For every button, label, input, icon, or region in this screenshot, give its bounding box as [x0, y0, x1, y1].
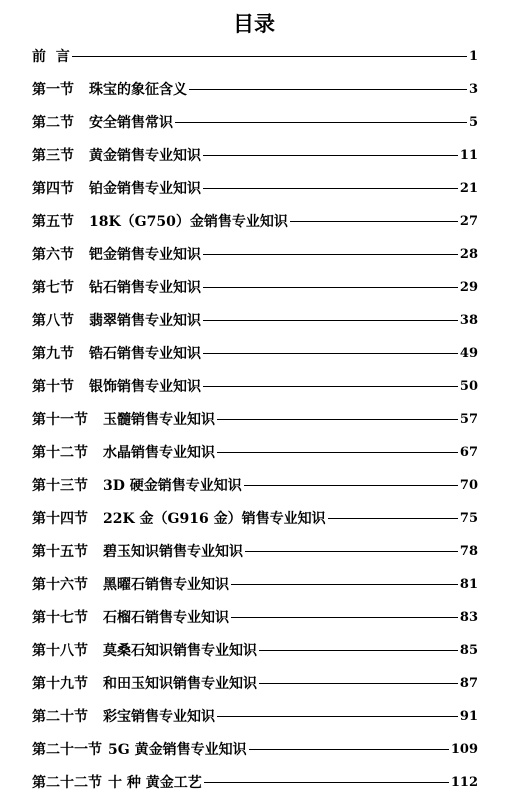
- section-title: 安全销售常识: [89, 114, 173, 131]
- section-number: 第十八节: [32, 642, 88, 659]
- toc-entry[interactable]: [32, 601, 478, 634]
- page-number: 75: [459, 511, 478, 526]
- section-number: 第十节: [32, 378, 74, 395]
- toc-entry[interactable]: [32, 271, 478, 304]
- leader-line: [249, 749, 449, 750]
- page-number: 21: [459, 181, 478, 196]
- section-number: 第九节: [32, 345, 74, 362]
- toc-entry[interactable]: [32, 337, 478, 370]
- section-title: 和田玉知识销售专业知识: [103, 675, 257, 692]
- toc-entry[interactable]: [32, 700, 478, 733]
- section-title: 翡翠销售专业知识: [89, 312, 201, 329]
- section-number: 第六节: [32, 246, 74, 263]
- section-number: 第八节: [32, 312, 74, 329]
- leader-line: [203, 188, 458, 189]
- section-title: 水晶销售专业知识: [103, 444, 215, 461]
- section-title: 莫桑石知识销售专业知识: [103, 642, 257, 659]
- toc-entry[interactable]: [32, 106, 478, 139]
- section-number: 第二十节: [32, 708, 88, 725]
- page-number: 11: [459, 148, 478, 163]
- leader-line: [259, 650, 458, 651]
- page-number: 81: [459, 577, 478, 592]
- page-number: 5: [468, 115, 478, 130]
- leader-line: [189, 89, 467, 90]
- toc-entry[interactable]: [32, 568, 478, 601]
- page-number: 50: [459, 379, 478, 394]
- toc-entry[interactable]: [32, 40, 478, 73]
- leader-line: [244, 485, 458, 486]
- section-number: 第三节: [32, 147, 74, 164]
- page-number: 49: [459, 346, 478, 361]
- section-title: 银饰销售专业知识: [89, 378, 201, 395]
- toc-entry[interactable]: [32, 634, 478, 667]
- leader-line: [231, 617, 458, 618]
- section-number: 第十六节: [32, 576, 88, 593]
- toc-entry[interactable]: [32, 766, 478, 799]
- section-number: 第一节: [32, 81, 74, 98]
- leader-line: [203, 386, 458, 387]
- page-number: 1: [468, 49, 478, 64]
- leader-line: [203, 254, 458, 255]
- toc-entry[interactable]: [32, 403, 478, 436]
- toc-entry[interactable]: [32, 73, 478, 106]
- page-number: 29: [459, 280, 478, 295]
- toc-entry[interactable]: [32, 436, 478, 469]
- toc-entry[interactable]: [32, 370, 478, 403]
- page-number: 28: [459, 247, 478, 262]
- toc-entry[interactable]: [32, 469, 478, 502]
- leader-line: [231, 584, 458, 585]
- toc-entry[interactable]: [32, 139, 478, 172]
- section-number: 第四节: [32, 180, 74, 197]
- section-title: 3D 硬金销售专业知识: [103, 477, 242, 494]
- leader-line: [204, 782, 449, 783]
- section-number: 第二十二节: [32, 774, 102, 791]
- page-number: 112: [450, 775, 478, 790]
- section-title: 锆石销售专业知识: [89, 345, 201, 362]
- toc-entry[interactable]: [32, 535, 478, 568]
- table-of-contents: [32, 40, 478, 799]
- toc-entry[interactable]: [32, 238, 478, 271]
- page-number: 83: [459, 610, 478, 625]
- section-title: 十 种 黄金工艺: [108, 774, 202, 791]
- section-title: 石榴石销售专业知识: [103, 609, 229, 626]
- section-number: 第二十一节: [32, 741, 102, 758]
- section-number: 第十一节: [32, 411, 88, 428]
- leader-line: [217, 716, 458, 717]
- section-number: 第十七节: [32, 609, 88, 626]
- section-title: 钯金销售专业知识: [89, 246, 201, 263]
- section-title: 18K（G750）金销售专业知识: [89, 213, 288, 230]
- section-title: 5G 黄金销售专业知识: [108, 741, 247, 758]
- section-title: 彩宝销售专业知识: [103, 708, 215, 725]
- section-title: 玉髓销售专业知识: [103, 411, 215, 428]
- toc-entry[interactable]: [32, 205, 478, 238]
- section-number: 第七节: [32, 279, 74, 296]
- section-number: 前 言: [32, 48, 70, 65]
- leader-line: [203, 353, 458, 354]
- section-title: 钻石销售专业知识: [89, 279, 201, 296]
- toc-entry[interactable]: [32, 667, 478, 700]
- page-number: 67: [459, 445, 478, 460]
- section-number: 第二节: [32, 114, 74, 131]
- section-title: 22K 金（G916 金）销售专业知识: [103, 510, 326, 527]
- leader-line: [72, 56, 467, 57]
- page-number: 38: [459, 313, 478, 328]
- page-number: 87: [459, 676, 478, 691]
- toc-entry[interactable]: [32, 733, 478, 766]
- leader-line: [217, 419, 458, 420]
- section-title: 珠宝的象征含义: [89, 81, 187, 98]
- section-number: 第十四节: [32, 510, 88, 527]
- section-number: 第五节: [32, 213, 74, 230]
- page-number: 78: [459, 544, 478, 559]
- leader-line: [259, 683, 458, 684]
- leader-line: [203, 320, 458, 321]
- section-title: 铂金销售专业知识: [89, 180, 201, 197]
- section-title: 黑曜石销售专业知识: [103, 576, 229, 593]
- section-number: 第十九节: [32, 675, 88, 692]
- page-number: 109: [450, 742, 478, 757]
- leader-line: [328, 518, 458, 519]
- leader-line: [175, 122, 467, 123]
- toc-entry[interactable]: [32, 304, 478, 337]
- leader-line: [290, 221, 458, 222]
- toc-entry[interactable]: [32, 172, 478, 205]
- section-number: 第十三节: [32, 477, 88, 494]
- leader-line: [217, 452, 458, 453]
- section-number: 第十二节: [32, 444, 88, 461]
- page-number: 57: [459, 412, 478, 427]
- toc-entry[interactable]: [32, 502, 478, 535]
- page-title: 目录: [233, 12, 275, 36]
- section-title: 黄金销售专业知识: [89, 147, 201, 164]
- page-number: 85: [459, 643, 478, 658]
- page-number: 70: [459, 478, 478, 493]
- leader-line: [203, 155, 458, 156]
- section-number: 第十五节: [32, 543, 88, 560]
- section-title: 碧玉知识销售专业知识: [103, 543, 243, 560]
- page-number: 27: [459, 214, 478, 229]
- leader-line: [203, 287, 458, 288]
- leader-line: [245, 551, 458, 552]
- page-number: 3: [468, 82, 478, 97]
- page-number: 91: [459, 709, 478, 724]
